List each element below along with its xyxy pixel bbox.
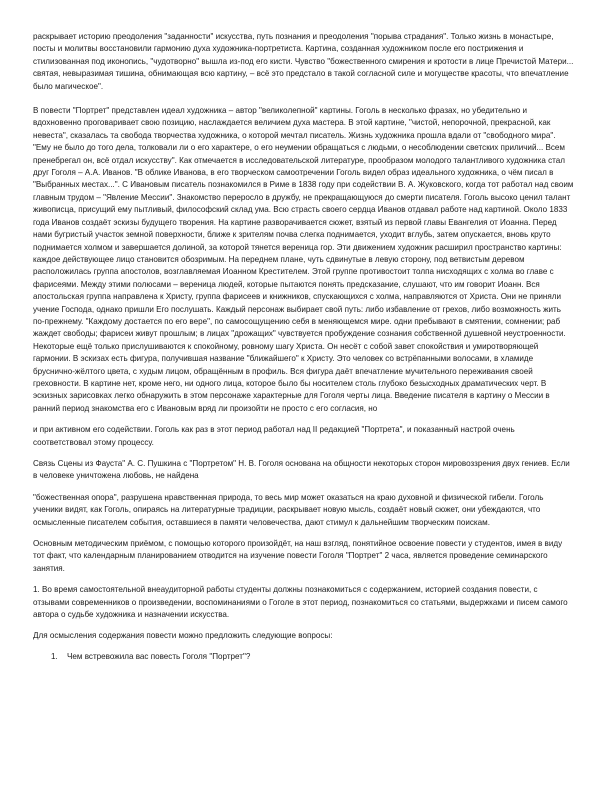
paragraph-ideal-artist: В повести "Портрет" представлен идеал художника – автор "великолепной" картины. Гоголь в несколько фразах, но убедительно и вдохновенно проговаривает свою позицию, наслаждается величием духа мастера. В этой картине, "чистой, непорочной, прекрасной, как невеста", сказалась та свобода творчества художника, о которой мечтал писатель. Жизнь художника прошла вдали от "свободного мира". "Ему не было до того дела, толковали ли о его характере, о его неумении обращаться с людьми, о несоблюдении светских приличий... Всем пренебрегал он, всё отдал искусству". Как отмечается в исследовательской литературе, прообразом молодого талантливого художника стал друг Гоголя – А.А. Иванов. "В облике Иванова, в его творческом самоотречении Гоголь видел образ идеального художника, о чём писал в "Выбранных местах...". С Ивановым писатель познакомился в Риме в 1838 году при содействии В. А. Жуковского, когда тот работал над своим главным трудом – "Явление Мессии". Знакомство переросло в дружбу, не прекращающуюся до смерти писателя. Гоголь высоко ценил талант живописца, присущий ему пытливый, философский склад ума. Всю страсть своего сердца Иванов отдавал работе над картиной. Около 1833 года Иванов создаёт эскизы будущего творения. На картине разворачивается сюжет, взятый из первой главы Евангелия от Иоанна. Перед нами бугристый участок земной поверхности, ближе к зрителям почва слегка поднимается, уходит вглубь, затем опускается, вновь круто поднимается холмом и завершается долиной, за которой тянется вереница гор. Эти движением художник расширил пространство картины: каждое действующее лицо становится обозримым. На переднем плане, чуть сдвинутые в левую сторону, под ветвистым деревом расположилась группа апостолов, возглавляемая Иоанном Крестителем. Этой группе противостоит толпа нисходящих с холма во главе с фарисеями. Между этими полюсами – вереница людей, которые пытаются понять предсказание, слушают, что им говорит Иоанн. Вся апостольская группа направлена к Христу, группа фарисеев и книжников, спускающихся с холма, направляются от Христа. Они не приняли учение Господа, однако пришли Его послушать. Каждый персонаж выбирает свой путь: либо избавление от грехов, либо возможность жить по-прежнему. "Каждому достается по его вере", по самосощущению себя в меняющемся мире. одни пребывают в смятении, сомнении; раб жаждет свободы; фарисеи живут прошлым; в лицах "дрожащих" чувствуется пробуждение сознания собственной душевной неустроенности. Некоторые ещё только прислушиваются к спокойному, ровному шагу Христа. Он несёт с собой завет спокойствия и умиротворяющей гармонии. В эскизах есть фигура, получившая название "ближайшего" к Христу. Это человек со встрёпанными волосами, в хламиде бруснично-жёлтого цвета, с худым лицом, обращённым в профиль. Вся фигура даёт впечатление мучительного переживания своей греховности. В картине нет, кроме него, ни одного лица, которое было бы носителем столь глубоко безысходных драматических черт. В эскизных зарисовках легко обнаружить в этом персонаже характерные для Гоголя черты лица. Введение писателя в картину о Мессии в ранний период знакомства его с Ивановым вряд ли произойти не просто с его согласия, но	[33, 106, 574, 413]
paragraph-intro: раскрывает историю преодоления "заданности" искусства, путь познания и преодоления "порыва страдания". Только жизнь в монастыре, посты и молитвы восстановили гармонию духа художника-портретиста. Картина, созданная художником после его пострижения и стилизованная под иконопись, "чудотворно" вышла из-под его кисти. Чувство "божественного смирения и кротости в лице Пречистой Матери... святая, невыразимая тишина, обнимающая всю картину, – всё это предстало в такой согласной силе и могуществе красоты, что впечатление было магическое".	[33, 32, 574, 91]
list-item	[51, 651, 574, 663]
paragraph-self-study: 1. Во время самостоятельной внеаудиторной работы студенты должны познакомиться с содержанием, историей создания повести, с отзывами современников о произведении, воспоминаниями о Гоголе в этот период, познакомиться со статьями, выдержками и писем самого автора о судьбе художника и назначении искусства.	[33, 585, 568, 620]
list-item-number: 1.	[51, 651, 58, 661]
list-item-text: Чем встревожила вас повесть Гоголя "Портрет"?	[67, 651, 251, 661]
paragraph-questions-intro: Для осмысления содержания повести можно предложить следующие вопросы:	[33, 631, 333, 641]
paragraph-continuation: и при активном его содействии. Гоголь как раз в этот период работал над II редакцией "Портрета", и показанный настрой очень соответствовал этому процессу.	[33, 425, 515, 447]
questions-list	[51, 651, 574, 663]
paragraph-moral-nature: "божественная опора", разрушена нравственная природа, то весь мир может оказаться на краю духовной и физической гибели. Гоголь ученики видят, как Гоголь, опираясь на литературные традиции, раскрывает новую мысль, создаёт новый сюжет, они убеждаются, что осмысленные писателем события, оставшиеся в памяти человечества, дают стимул к дальнейшим творческим поискам.	[33, 492, 544, 527]
paragraph-method: Основным методическим приёмом, с помощью которого произойдёт, на наш взгляд, понятийное освоение повести у студентов, имея в виду тот факт, что календарным планированием отводится на изучение повести Гоголя "Портрет" 2 часа, является проведение семинарского занятия.	[33, 539, 563, 573]
paragraph-faust-link: Связь Сцены из Фауста" А. С. Пушкина с "Портретом" Н. В. Гоголя основана на общности некоторых сторон мировоззрения двух гениев. Если в человеке уничтожена любовь, не найдена	[33, 459, 570, 481]
